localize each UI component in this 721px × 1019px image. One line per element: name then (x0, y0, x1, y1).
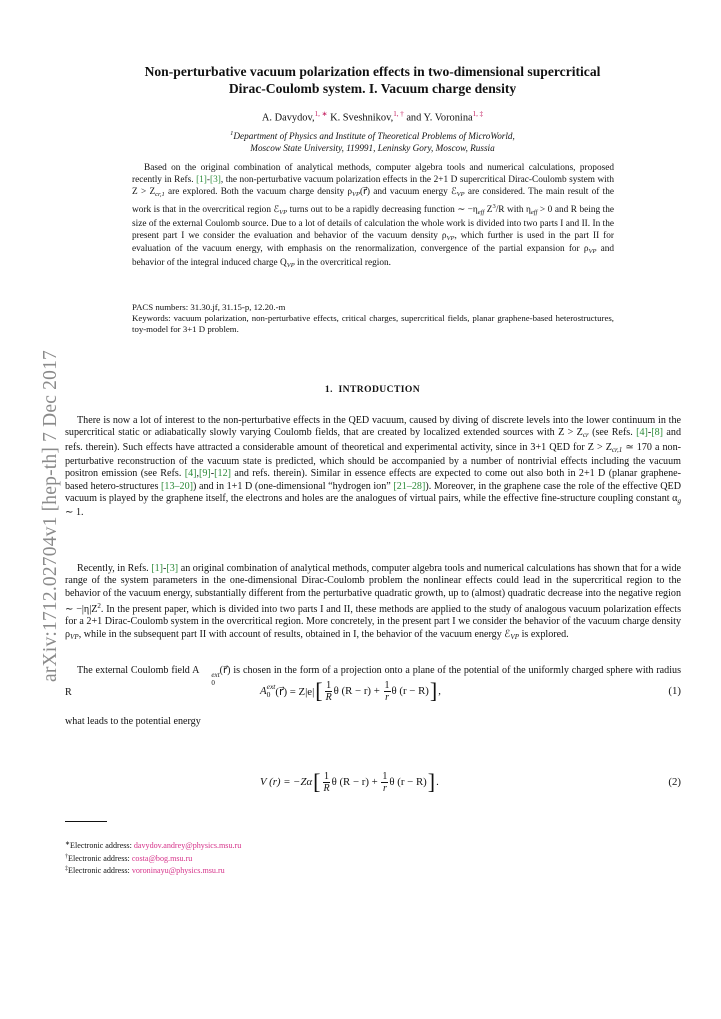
arxiv-stamp (10, 322, 61, 682)
eq-symbol: A (260, 685, 267, 697)
citation-link[interactable]: [8] (651, 427, 664, 439)
citation-link[interactable]: [1] (151, 563, 164, 574)
fraction (384, 680, 391, 703)
citation-link[interactable]: [1] (196, 174, 207, 185)
author-sveshnikov: K. Sveshnikov, (330, 112, 394, 124)
eq-text: (r⃗) = Z|e| (275, 685, 315, 698)
citation-link[interactable]: [4] (184, 468, 197, 480)
right-bracket: ] (429, 678, 438, 703)
abstract-text: /R with η (495, 204, 531, 215)
author-davydov-mark[interactable]: 1, ∗ (314, 110, 328, 118)
citation-link[interactable]: [9] (199, 468, 211, 480)
footnotes (65, 839, 681, 877)
math-subscript: VP (456, 190, 465, 198)
body-text: , (196, 468, 200, 480)
math-subscript: eff (530, 208, 538, 216)
email-link[interactable]: voroninayu@physics.msu.ru (131, 866, 225, 876)
author-sveshnikov-mark[interactable]: 1, † (393, 110, 404, 118)
fraction-denominator: R (325, 691, 332, 703)
title-line-1: Non-perturbative vacuum polarization effects in two-dimensional supercritical (144, 64, 601, 79)
abstract (132, 163, 614, 272)
fraction (381, 771, 388, 794)
citation-link[interactable]: [12] (214, 468, 231, 480)
citation-link[interactable]: [3] (166, 563, 179, 574)
footnote-mark: ∗ (65, 841, 71, 847)
intro-paragraph-2 (65, 563, 681, 643)
math-subscript: VP (446, 234, 455, 242)
footnote-1 (65, 839, 681, 852)
left-bracket: [ (313, 769, 321, 794)
email-link[interactable]: costa@bog.msu.ru (131, 853, 193, 863)
abstract-text: turns out to be a rapidly decreasing function ∼ −η (287, 204, 478, 215)
math-superscript: ext (211, 671, 220, 679)
math-subscript: VP (286, 262, 295, 270)
citation-link[interactable]: [21–28] (393, 480, 426, 492)
citation-link[interactable]: [13–20] (161, 480, 193, 492)
math-subscript: g (677, 497, 681, 506)
body-text: is explored. (519, 628, 569, 640)
abstract-text: and behavior of the integral induced charge Q (132, 244, 615, 269)
footnote-2 (65, 852, 681, 865)
author-conjunction: and (406, 112, 422, 124)
eq-text: θ (r − R) (389, 776, 427, 788)
affiliation-mark: 1 (230, 130, 234, 137)
body-text: - (210, 468, 215, 480)
math-superscript: ext (266, 682, 276, 691)
fraction-numerator: 1 (324, 770, 330, 782)
eq-text: θ (R − r) + (333, 685, 380, 697)
body-text: . In the present paper, which is divided into two parts I and II, these methods are applied to the study of analogous vacuum polarization effects for a 2+1 Dirac-Coulomb system in the overcritical region. More concretely, in the present part I we consider the behavior of the vacuum charge density ρ (65, 604, 681, 640)
abstract-text: > 0 and R being the size of the external Coulomb source. Due to a lot of details of calculation the whole work is divided into two parts I and II. In the present part I we consider the evaluation and behavior of the vacuum density ρ (132, 204, 614, 241)
math-subscript: VP (510, 632, 520, 641)
eq-punctuation: , (438, 685, 441, 697)
affiliation (80, 128, 665, 154)
fraction-denominator: r (382, 782, 387, 794)
author-voronina-mark[interactable]: 1, ‡ (472, 110, 484, 118)
abstract-text: , which further is used in the part II for evaluation of the vacuum energy, with emphasis on the renormalization, convergence of the partial expansion for ρ (132, 230, 614, 255)
body-text: - (163, 563, 167, 574)
math-subscript: cr,1 (611, 445, 623, 454)
footnote-mark: † (65, 853, 68, 860)
eq-text: V (r) = −Zα (260, 776, 313, 788)
footnote-label: Electronic address: (68, 853, 132, 863)
citation-link[interactable]: [4] (636, 427, 648, 439)
eq-text: θ (R − r) + (331, 776, 378, 788)
author-list (80, 110, 665, 123)
fraction-denominator: r (385, 691, 389, 703)
abstract-text: are explored. Both the vacuum charge density ρ (164, 186, 352, 197)
abstract-text: Z (484, 204, 493, 215)
math-subscript: 0 (211, 679, 215, 687)
intro-paragraph-1 (65, 415, 681, 520)
eq-text: θ (r − R) (391, 685, 429, 697)
abstract-text: - (206, 174, 211, 185)
author-davydov: A. Davydov, (261, 112, 315, 124)
section-heading-introduction (80, 384, 665, 395)
body-text: (r⃗) is chosen in the form of a projection onto a plane of the potential of the uniformly charged sphere with radius R (65, 665, 681, 698)
body-text: There is now a lot of interest to the non-perturbative effects in the QED vacuum, caused by diving of discrete levels into the lower continuum in the supercritical static or adiabatically slowly varying Coulomb fields, that are created by localized extended sources with Z > Z (65, 415, 681, 439)
math-subscript: cr (582, 431, 589, 440)
body-text: and refs. therein). Similar in essence effects are expected to come out also both in 2+1 D (planar graphene-based hetero-structures (65, 468, 681, 492)
arxiv-identifier[interactable]: arXiv:1712.02704v1 [hep-th] 7 Dec 2017 (40, 350, 61, 682)
paper-title (80, 63, 665, 97)
abstract-text: in the overcritical region. (294, 258, 391, 269)
body-text: (see Refs. (588, 427, 637, 439)
math-subscript: VP (279, 208, 288, 216)
footnote-label: Electronic address: (68, 866, 132, 876)
affiliation-line-1: Department of Physics and Institute of Theoretical Problems of MicroWorld, (233, 131, 515, 142)
body-text: , while in the subsequent part II with account of results, obtained in I, the behavior of the vacuum energy ℰ (78, 628, 511, 640)
abstract-text: (r⃗) and vacuum energy ℰ (359, 186, 457, 197)
right-bracket: ] (427, 769, 436, 794)
body-text: and refs. therein). Such effects have attracted a considerable amount of theoretical and experimental activity, since in 3+1 QED for Z > Z (65, 427, 681, 453)
equation-1-number: (1) (668, 685, 681, 697)
abstract-text: , the non-perturbative vacuum polarization effects in the 2+1 D supercritical Dirac-Coulomb system with Z > Z (132, 174, 614, 197)
footnote-mark: ‡ (65, 866, 68, 873)
equation-1-math (260, 671, 560, 711)
math-superscript: 2 (97, 602, 101, 611)
fraction (325, 680, 333, 703)
body-text: ) and in 1+1 D (one-dimensional “hydrogen ion” (193, 480, 394, 492)
body-text: - (647, 427, 652, 439)
math-subscript: VP (588, 248, 597, 256)
body-text: ∼ 1. (65, 507, 84, 519)
body-text: ). Moreover, in the graphene case the role of the effective QED vacuum is played by the graphene itself, the electrons and holes are the analogues of virtual pairs, while the effective fine-structure coupling constant α (65, 480, 681, 505)
author-voronina: Y. Voronina (423, 112, 473, 124)
fraction-numerator: 1 (326, 679, 332, 691)
abstract-text: Based on the original combination of analytical methods, computer algebra tools and numerical calculations, proposed recently in Refs. (132, 163, 614, 185)
fraction-denominator: R (323, 782, 330, 794)
left-bracket: [ (315, 678, 323, 703)
body-text: ≃ 170 a non-perturbative reconstruction of the vacuum state is predicted, which should be accompanied by a number of nontrivial effects including the vacuum positron emission (see Refs. (65, 441, 681, 480)
fraction-numerator: 1 (384, 679, 390, 691)
body-text: Recently, in Refs. (77, 563, 152, 574)
pacs-numbers: PACS numbers: 31.30.jf, 31.15-p, 12.20.-m (132, 302, 286, 312)
equation-1 (65, 671, 681, 711)
body-text: The external Coulomb field A (77, 665, 200, 676)
math-superscript: 3 (492, 202, 496, 210)
equation-2-number: (2) (668, 776, 681, 788)
math-subscript: 0 (266, 690, 271, 699)
abstract-text: are considered. The main result of the work is that in the overcritical region ℰ (132, 186, 615, 215)
footnote-3 (65, 864, 681, 877)
section-number: 1. (324, 384, 333, 395)
footnote-divider (65, 821, 107, 822)
equation-2-math (260, 762, 560, 802)
math-subscript: cr,1 (155, 190, 165, 198)
email-link[interactable]: davydov.andrey@physics.msu.ru (133, 841, 242, 850)
title-line-2: Dirac-Coulomb system. I. Vacuum charge density (228, 81, 517, 96)
section-title: INTRODUCTION (338, 384, 421, 395)
fraction-numerator: 1 (382, 770, 388, 782)
math-subscript: VP (352, 190, 360, 198)
affiliation-line-2: Moscow State University, 119991, Leninsky Gory, Moscow, Russia (250, 143, 495, 154)
eq-punctuation: . (436, 776, 439, 788)
fraction (322, 771, 330, 794)
math-subscript: VP (70, 632, 79, 641)
equation-2 (65, 762, 681, 802)
keywords: Keywords: vacuum polarization, non-perturbative effects, critical charges, supercritical fields, planar graphene-based heterostructures, toy-model for 3+1 D problem. (132, 313, 614, 334)
math-subscript: eff (477, 208, 485, 216)
citation-link[interactable]: [3] (210, 174, 221, 185)
footnote-label: Electronic address: (70, 841, 134, 850)
intro-paragraph-4: what leads to the potential energy (65, 716, 201, 727)
body-text: an original combination of analytical methods, computer algebra tools and numerical calculations has shown that for a wide range of the system parameters in the one-dimensional Dirac-Coulomb problem the nonlinear effects could lead in the supercritical region to the behavior of the vacuum energy, substantially different from the perturbative quadratic growth, up to (almost) quadratic decrease into the negative region ∼ −|η|Z (65, 563, 681, 616)
